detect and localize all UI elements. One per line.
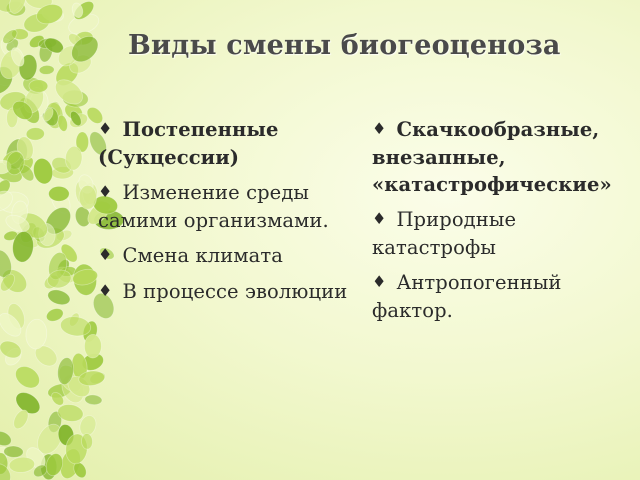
list-item-text: Смена климата xyxy=(122,244,283,267)
list-item-text: Постепенные (Сукцессии) xyxy=(98,118,279,169)
leaf-shape xyxy=(31,157,55,186)
leaf-shape xyxy=(81,433,93,449)
leaf-shape xyxy=(8,456,35,473)
diamond-bullet-icon: ♦ xyxy=(98,245,113,264)
diamond-bullet-icon: ♦ xyxy=(372,119,387,138)
list-item-text: Природные катастрофы xyxy=(372,208,517,259)
leaf-shape xyxy=(29,80,48,93)
list-item xyxy=(98,242,356,270)
list-item xyxy=(372,206,634,261)
diamond-bullet-icon: ♦ xyxy=(98,281,113,300)
list-item-text: Изменение среды самими организмами. xyxy=(98,181,329,232)
gradual-changes-list xyxy=(98,116,356,314)
diamond-bullet-icon: ♦ xyxy=(98,182,113,201)
leaf-shape xyxy=(84,394,102,405)
leaf-shape xyxy=(49,186,70,201)
leaf-shape xyxy=(0,429,13,449)
diamond-bullet-icon: ♦ xyxy=(98,119,113,138)
leaf-shape xyxy=(46,287,72,307)
leaf-shape xyxy=(84,334,101,358)
list-item xyxy=(372,269,634,324)
sudden-changes-list xyxy=(372,116,634,332)
list-item xyxy=(98,116,356,171)
leaf-shape xyxy=(39,65,55,75)
leaf-shape xyxy=(25,319,48,350)
list-item xyxy=(372,116,634,198)
list-item xyxy=(98,179,356,234)
list-item xyxy=(98,278,356,306)
list-item-text: В процессе эволюции xyxy=(122,280,348,303)
list-item-text: Скачкообразные, внезапные, «катастрофические» xyxy=(372,118,612,196)
diamond-bullet-icon: ♦ xyxy=(372,272,387,291)
leaf-shape xyxy=(11,362,43,392)
slide-title: Виды смены биогеоценоза xyxy=(128,30,561,61)
list-item-text: Антропогенный фактор. xyxy=(372,271,562,322)
leaf-shape xyxy=(79,185,97,209)
diamond-bullet-icon: ♦ xyxy=(372,209,387,228)
